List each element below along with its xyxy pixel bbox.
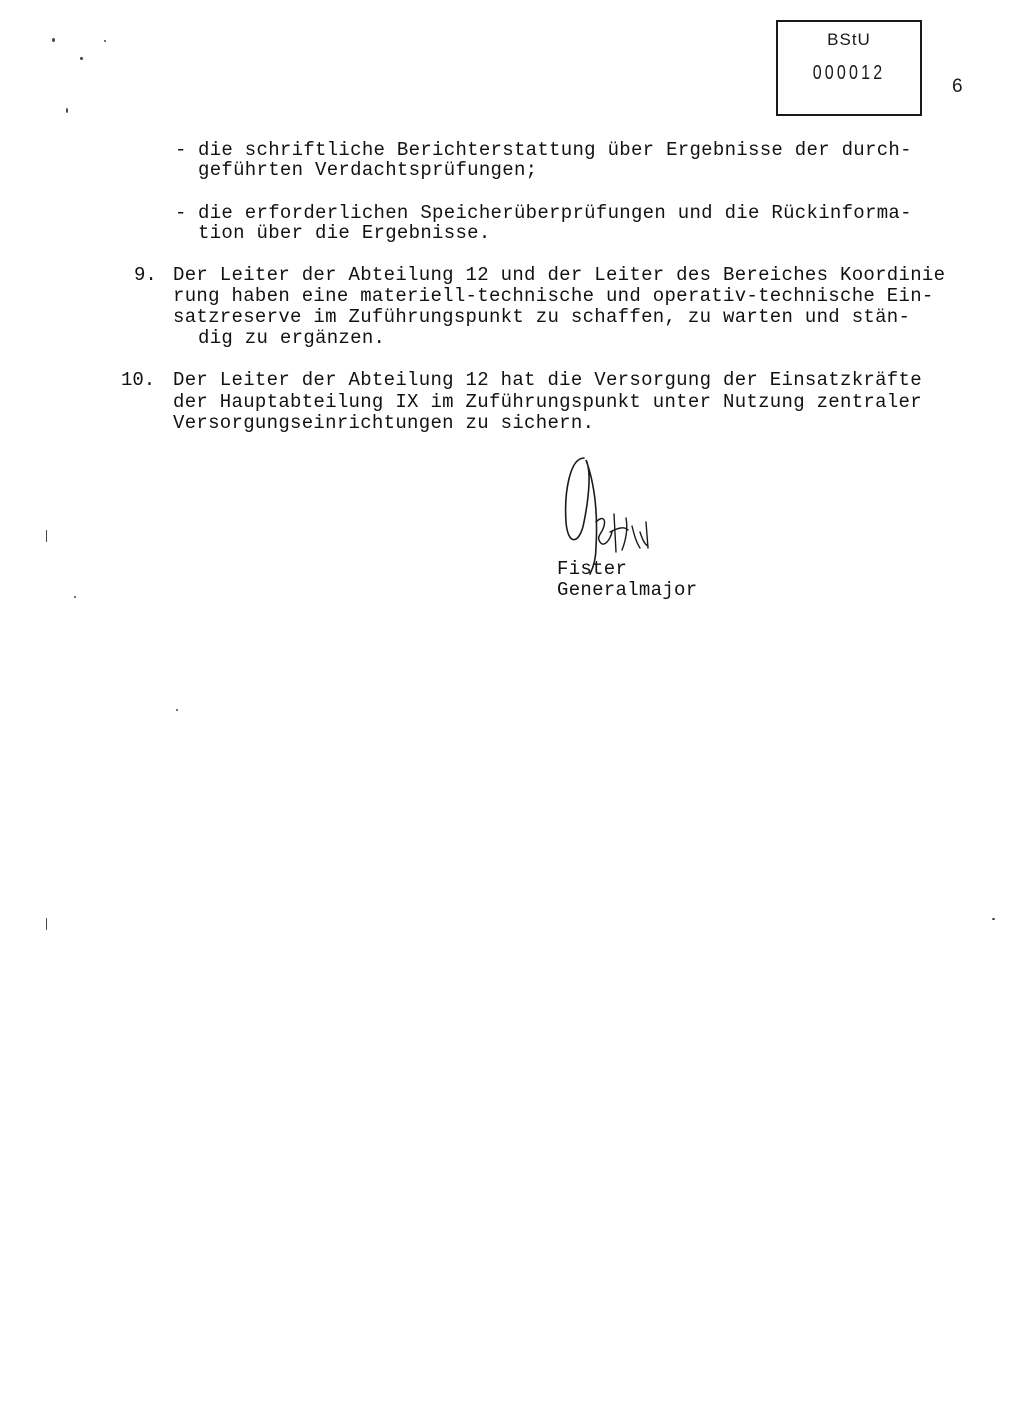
scan-speck — [80, 57, 83, 60]
item-line: geführten Verdachtsprüfungen; — [198, 159, 538, 181]
scan-speck — [66, 108, 68, 113]
item-marker: - — [175, 202, 187, 224]
scan-speck — [74, 596, 76, 598]
scan-speck — [104, 40, 106, 42]
item-line: Der Leiter der Abteilung 12 und der Leiter des Bereiches Koordinie — [173, 264, 946, 286]
scan-speck — [52, 38, 55, 42]
item-line: dig zu ergänzen. — [198, 327, 386, 349]
archive-stamp — [776, 20, 922, 116]
item-line: rung haben eine materiell-technische und operativ-technische Ein- — [173, 285, 934, 307]
scan-speck — [176, 709, 178, 711]
item-line: Der Leiter der Abteilung 12 hat die Versorgung der Einsatzkräfte — [173, 369, 922, 391]
item-number: 10. — [121, 369, 156, 391]
signatory-rank: Generalmajor — [557, 579, 698, 601]
scan-speck — [46, 918, 47, 930]
item-line: tion über die Ergebnisse. — [198, 222, 491, 244]
item-number: 9. — [134, 264, 157, 286]
stamp-number: 000012 — [812, 62, 886, 84]
item-marker: - — [175, 139, 187, 161]
item-line: Versorgungseinrichtungen zu sichern. — [173, 412, 595, 434]
stamp-title: BStU — [827, 30, 871, 49]
scan-speck — [992, 918, 995, 920]
item-line: die schriftliche Berichterstattung über Ergebnisse der durch- — [198, 139, 912, 161]
page-number: 6 — [952, 76, 963, 97]
signatory-name: Fister — [557, 558, 628, 580]
item-line: satzreserve im Zuführungspunkt zu schaffen, zu warten und stän- — [173, 306, 911, 328]
item-line: die erforderlichen Speicherüberprüfungen und die Rückinforma- — [198, 202, 912, 224]
item-line: der Hauptabteilung IX im Zuführungspunkt unter Nutzung zentraler — [173, 391, 922, 413]
scan-speck — [46, 530, 47, 542]
